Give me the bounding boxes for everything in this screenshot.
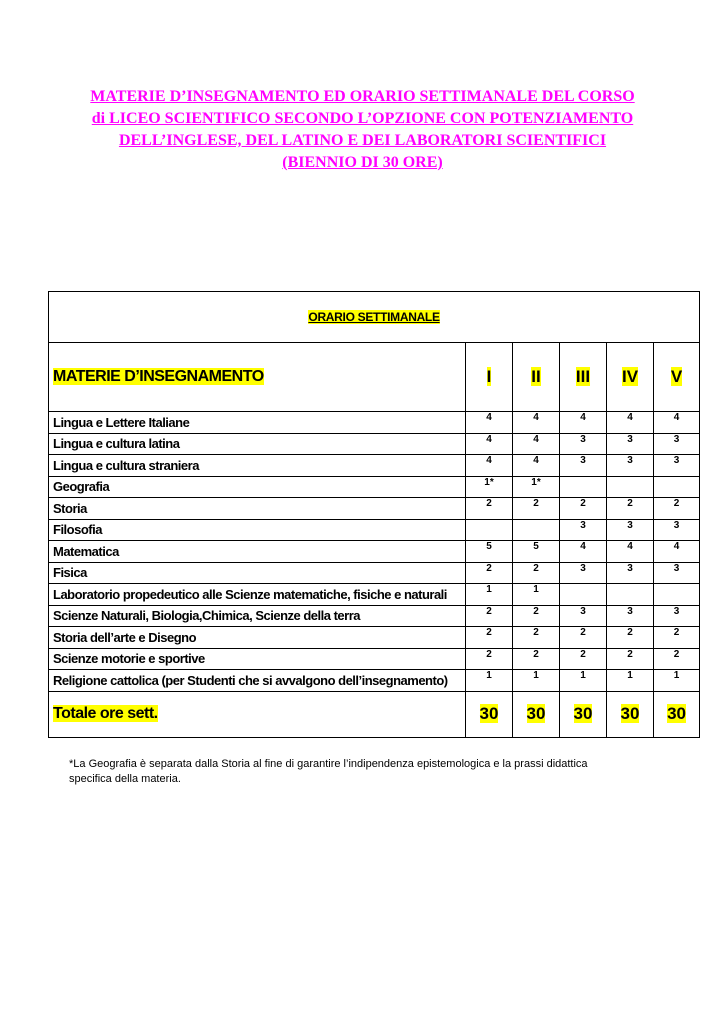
hours-cell [654, 584, 700, 606]
subject-name: Storia dell’arte e Disegno [49, 627, 466, 649]
hours-cell: 2 [513, 562, 560, 584]
materie-label: MATERIE D’INSEGNAMENTO [53, 368, 264, 385]
total-value: 30 [526, 704, 546, 723]
hours-cell: 2 [654, 648, 700, 670]
total-row [49, 691, 700, 737]
subject-name: Geografia [49, 476, 466, 498]
total-label: Totale ore sett. [53, 705, 158, 722]
hours-cell: 2 [466, 498, 513, 520]
hours-cell: 4 [607, 412, 654, 434]
hours-cell: 2 [513, 498, 560, 520]
year-header: V [670, 367, 683, 386]
hours-cell: 5 [466, 541, 513, 563]
hours-cell: 4 [607, 541, 654, 563]
year-header: I [486, 367, 492, 386]
hours-cell: 2 [607, 627, 654, 649]
hours-cell: 2 [466, 627, 513, 649]
hours-cell: 4 [466, 455, 513, 477]
orario-settimanale-label: ORARIO SETTIMANALE [308, 310, 440, 324]
hours-cell: 4 [560, 412, 607, 434]
hours-cell: 2 [513, 648, 560, 670]
hours-cell: 4 [654, 412, 700, 434]
hours-cell: 1 [513, 584, 560, 606]
hours-cell: 4 [654, 541, 700, 563]
hours-cell: 1 [607, 670, 654, 692]
table-row [49, 670, 700, 692]
footnote-line: *La Geografia è separata dalla Storia al fine di garantire l’indipendenza epistemologica e la prassi didattica [69, 758, 588, 770]
footnote-line: specifica della materia. [69, 773, 181, 785]
table-row [49, 412, 700, 434]
orario-header-row [49, 292, 700, 343]
hours-cell [607, 584, 654, 606]
hours-cell: 4 [560, 541, 607, 563]
total-value: 30 [573, 704, 593, 723]
hours-cell: 2 [466, 562, 513, 584]
subject-name: Lingua e cultura latina [49, 433, 466, 455]
hours-cell: 3 [607, 519, 654, 541]
table-row [49, 584, 700, 606]
column-header-row [49, 343, 700, 412]
hours-cell: 4 [513, 433, 560, 455]
title-line: di LICEO SCIENTIFICO SECONDO L’OPZIONE CON POTENZIAMENTO [91, 110, 634, 127]
subject-name: Scienze Naturali, Biologia,Chimica, Scienze della terra [49, 605, 466, 627]
hours-cell: 2 [466, 605, 513, 627]
hours-cell: 3 [607, 455, 654, 477]
hours-cell: 3 [560, 433, 607, 455]
hours-cell: 1 [560, 670, 607, 692]
year-header: IV [621, 367, 639, 386]
subject-name: Religione cattolica (per Studenti che si avvalgono dell’insegnamento) [49, 670, 466, 692]
hours-cell: 4 [466, 412, 513, 434]
hours-cell: 2 [607, 498, 654, 520]
hours-cell: 2 [513, 627, 560, 649]
total-value: 30 [620, 704, 640, 723]
hours-cell: 3 [654, 433, 700, 455]
table-row [49, 541, 700, 563]
subject-rows [49, 412, 700, 692]
footnote [69, 757, 689, 787]
table-row [49, 476, 700, 498]
subject-name: Storia [49, 498, 466, 520]
year-header: III [575, 367, 591, 386]
hours-cell [513, 519, 560, 541]
title-line: MATERIE D’INSEGNAMENTO ED ORARIO SETTIMANALE DEL CORSO [90, 88, 635, 105]
hours-cell: 2 [560, 627, 607, 649]
hours-cell: 1 [466, 584, 513, 606]
hours-cell: 3 [654, 519, 700, 541]
hours-cell [560, 476, 607, 498]
hours-cell: 2 [607, 648, 654, 670]
hours-cell: 3 [560, 519, 607, 541]
hours-cell: 4 [513, 455, 560, 477]
document-title [60, 86, 665, 174]
table-row [49, 498, 700, 520]
hours-cell: 3 [560, 605, 607, 627]
subject-name: Filosofia [49, 519, 466, 541]
hours-cell: 2 [513, 605, 560, 627]
subject-name: Laboratorio propedeutico alle Scienze matematiche, fisiche e naturali [49, 584, 466, 606]
hours-cell: 2 [560, 648, 607, 670]
hours-cell: 3 [560, 455, 607, 477]
table-row [49, 455, 700, 477]
hours-cell: 1 [654, 670, 700, 692]
hours-cell: 3 [607, 433, 654, 455]
table-row [49, 562, 700, 584]
hours-cell: 4 [466, 433, 513, 455]
hours-cell: 3 [654, 455, 700, 477]
total-value: 30 [667, 704, 686, 723]
table-row [49, 519, 700, 541]
hours-cell: 2 [466, 648, 513, 670]
hours-cell: 2 [560, 498, 607, 520]
subject-name: Lingua e Lettere Italiane [49, 412, 466, 434]
hours-cell: 3 [560, 562, 607, 584]
title-line: (BIENNIO DI 30 ORE) [282, 154, 443, 171]
hours-cell: 1* [466, 476, 513, 498]
hours-cell: 3 [607, 562, 654, 584]
table-row [49, 648, 700, 670]
hours-cell: 3 [607, 605, 654, 627]
hours-cell: 3 [654, 562, 700, 584]
hours-cell [654, 476, 700, 498]
subject-name: Scienze motorie e sportive [49, 648, 466, 670]
hours-cell: 1 [466, 670, 513, 692]
hours-cell [607, 476, 654, 498]
title-line: DELL’INGLESE, DEL LATINO E DEI LABORATORI SCIENTIFICI [118, 132, 607, 149]
hours-cell: 5 [513, 541, 560, 563]
total-value: 30 [479, 704, 499, 723]
hours-cell: 2 [654, 498, 700, 520]
hours-cell [560, 584, 607, 606]
hours-cell: 4 [513, 412, 560, 434]
hours-cell: 2 [654, 627, 700, 649]
subject-name: Matematica [49, 541, 466, 563]
hours-cell [466, 519, 513, 541]
year-header: II [531, 367, 541, 386]
hours-cell: 3 [654, 605, 700, 627]
table-row [49, 433, 700, 455]
subject-name: Lingua e cultura straniera [49, 455, 466, 477]
hours-cell: 1* [513, 476, 560, 498]
subject-name: Fisica [49, 562, 466, 584]
table-row [49, 627, 700, 649]
schedule-table [48, 291, 700, 738]
hours-cell: 1 [513, 670, 560, 692]
table-row [49, 605, 700, 627]
